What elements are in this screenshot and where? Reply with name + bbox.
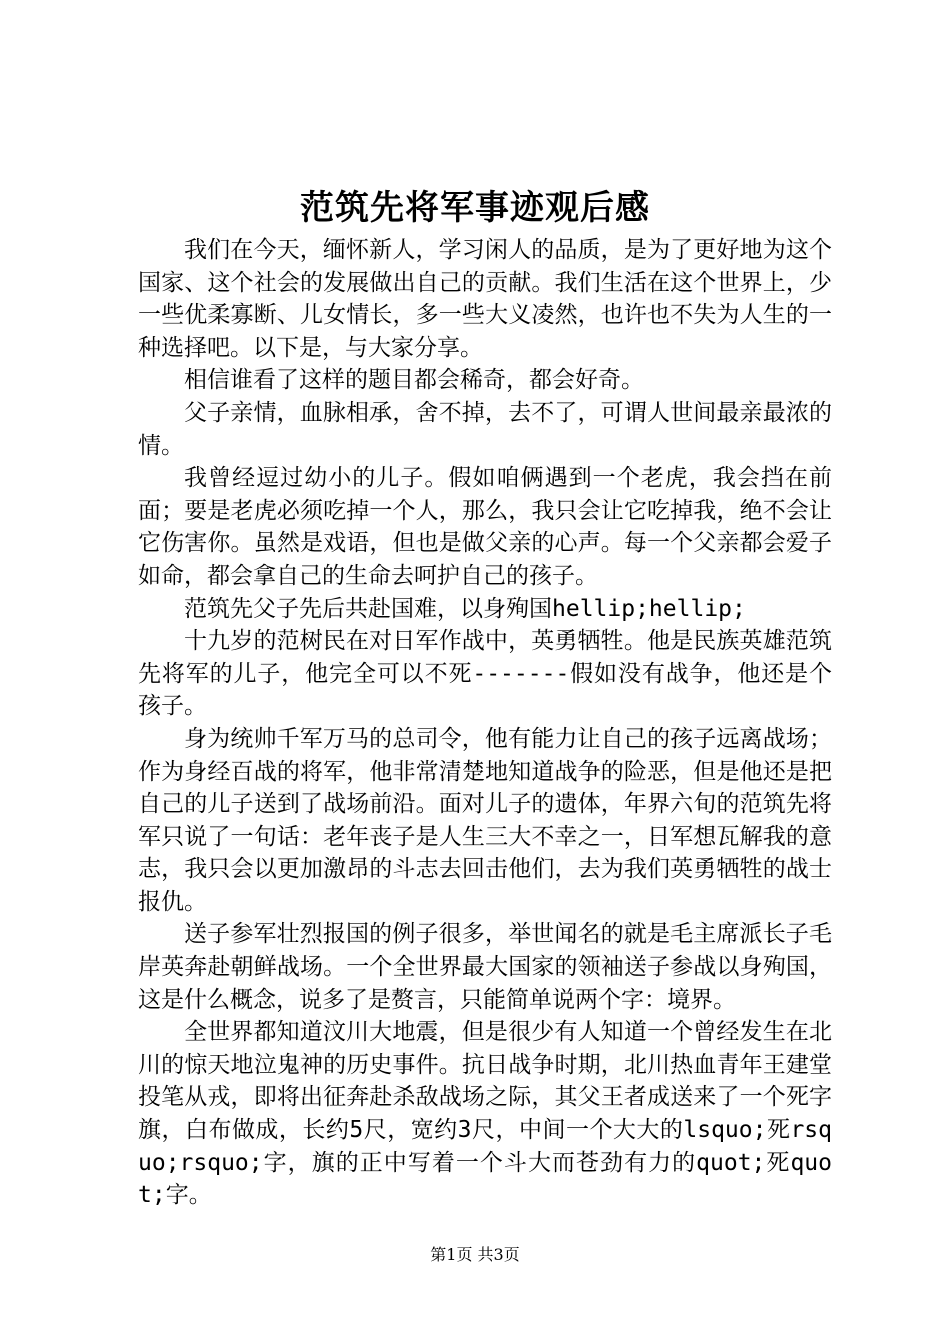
page-title: 范筑先将军事迹观后感	[300, 188, 650, 228]
paragraph-curiosity: 相信谁看了这样的题目都会稀奇，都会好奇。	[184, 367, 644, 394]
paragraph-mao-anying: 送子参军壮烈报国的例子很多，举世闻名的就是毛主席派长子毛岸英奔赴朝鲜战场。一个全世界最大国家的领袖送子参战以身殉国，这是什么概念，说多了是赘言，只能简单说两个字：境界。	[138, 921, 832, 1013]
paragraph-national-crisis: 范筑先父子先后共赴国难，以身殉国hellip;hellip;	[184, 595, 746, 622]
paragraph-family-love: 父子亲情，血脉相承，舍不掉，去不了，可谓人世间最亲最浓的情。	[138, 399, 832, 459]
paragraph-death-flag: 全世界都知道汶川大地震，但是很少有人知道一个曾经发生在北川的惊天地泣鬼神的历史事件。抗日战争时期，北川热血青年王建堂投笔从戎，即将出征奔赴杀敌战场之际，其父王者成送来了一个死字旗，白布做成，长约5尺，宽约3尺，中间一个大大的lsquo;死rsquo;rsquo;字，旗的正中写着一个斗大而苍劲有力的quot;死quot;字。	[138, 1019, 832, 1209]
document-body	[138, 234, 832, 1212]
paragraph-commander: 身为统帅千军万马的总司令，他有能力让自己的孩子远离战场；作为身经百战的将军，他非常清楚地知道战争的险恶，但是他还是把自己的儿子送到了战场前沿。面对儿子的遗体，年界六旬的范筑先将军只说了一句话：老年丧子是人生三大不幸之一，日军想瓦解我的意志，我只会以更加激昂的斗志去回击他们，去为我们英勇牺牲的战士报仇。	[138, 725, 832, 915]
paragraph-father-son: 我曾经逗过幼小的儿子。假如咱俩遇到一个老虎，我会挡在前面；要是老虎必须吃掉一个人，那么，我只会让它吃掉我，绝不会让它伤害你。虽然是戏语，但也是做父亲的心声。每一个父亲都会爱子如命，都会拿自己的生命去呵护自己的孩子。	[138, 465, 832, 589]
paragraph-intro: 我们在今天，缅怀新人，学习闲人的品质，是为了更好地为这个国家、这个社会的发展做出自己的贡献。我们生活在这个世界上，少一些优柔寡断、儿女情长，多一些大义凌然，也许也不失为人生的一种选择吧。以下是，与大家分享。	[138, 237, 832, 361]
paragraph-fan-shumin: 十九岁的范树民在对日军作战中，英勇牺牲。他是民族英雄范筑先将军的儿子，他完全可以不死-------假如没有战争，他还是个孩子。	[138, 628, 832, 720]
page-footer: 第1页 共3页	[430, 1245, 520, 1264]
